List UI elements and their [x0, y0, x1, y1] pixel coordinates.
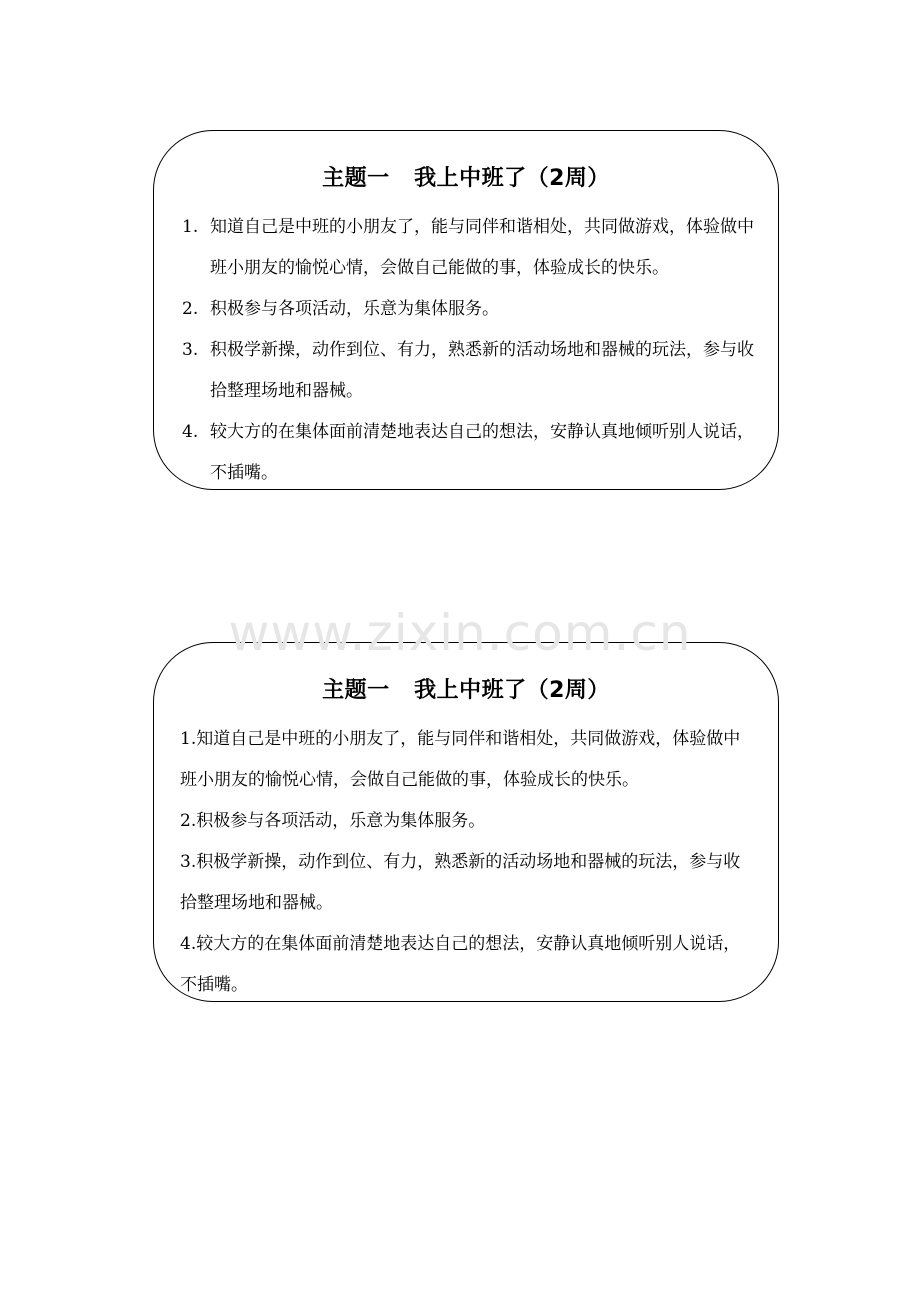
item-number: 2.: [180, 811, 197, 831]
item-text: 积极学新操，动作到位、有力，熟悉新的活动场地和器械的玩法，参与收拾整理场地和器械。: [210, 340, 754, 401]
item-number: 3.: [182, 340, 199, 360]
item-text: 积极学新操，动作到位、有力，熟悉新的活动场地和器械的玩法，参与收拾整理场地和器械。: [180, 852, 741, 913]
objective-card-2: [153, 642, 779, 1002]
item-number: 3.: [180, 852, 197, 872]
objective-list: [182, 207, 754, 490]
item-number: 1.: [180, 729, 197, 749]
list-item: [182, 289, 754, 330]
list-item: [180, 719, 752, 801]
objective-card-1: [153, 130, 779, 490]
item-number: 2.: [182, 299, 199, 319]
item-number: 1.: [182, 217, 199, 237]
item-text: 较大方的在集体面前清楚地表达自己的想法，安静认真地倾听别人说话，不插嘴。: [180, 934, 741, 995]
card-title: 主题一 我上中班了（2周）: [322, 166, 610, 191]
item-text: 知道自己是中班的小朋友了，能与同伴和谐相处，共同做游戏，体验做中班小朋友的愉悦心情，会做自己能做的事，体验成长的快乐。: [210, 217, 754, 278]
item-text: 较大方的在集体面前清楚地表达自己的想法，安静认真地倾听别人说话，不插嘴。: [210, 422, 754, 483]
item-number: 4.: [182, 422, 199, 442]
list-item: [182, 412, 754, 490]
item-text: 积极参与各项活动，乐意为集体服务。: [196, 811, 486, 831]
watermark: www.zixin.com.cn: [228, 604, 692, 662]
item-text: 积极参与各项活动，乐意为集体服务。: [210, 299, 499, 319]
list-item: [182, 330, 754, 412]
item-number: 4.: [180, 934, 197, 954]
list-item: [182, 207, 754, 289]
item-text: 知道自己是中班的小朋友了，能与同伴和谐相处，共同做游戏，体验做中班小朋友的愉悦心情，会做自己能做的事，体验成长的快乐。: [180, 729, 741, 790]
list-item: [180, 842, 752, 924]
card-title: 主题一 我上中班了（2周）: [322, 678, 610, 703]
objective-list: [180, 719, 752, 1002]
list-item: [180, 801, 752, 842]
list-item: [180, 924, 752, 1002]
